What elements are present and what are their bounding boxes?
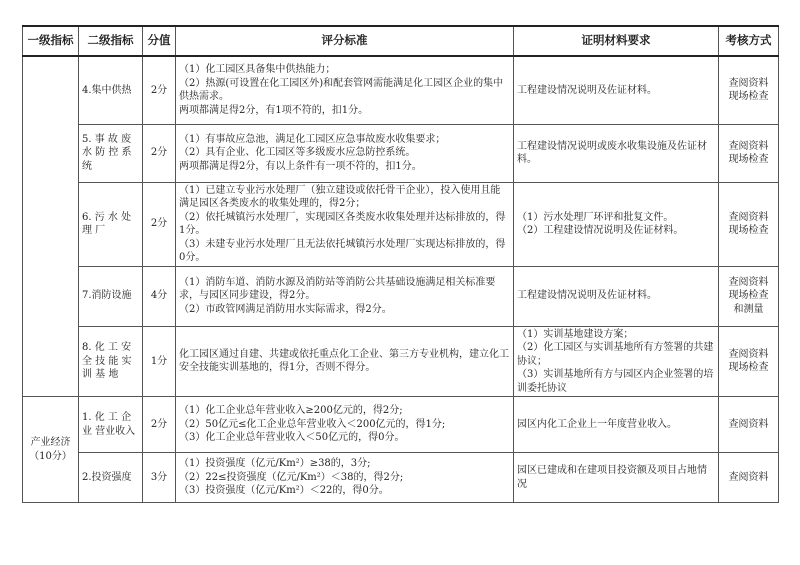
score-cell	[143, 56, 176, 124]
criteria-line: （2）22≤投资强度（亿元/Km²）＜38的，得2分;	[179, 471, 404, 483]
second-level-cell	[79, 124, 143, 182]
method-line: 查阅资料	[728, 140, 769, 152]
proof-cell	[514, 266, 719, 326]
second-level-indicator: 7.消防设施	[82, 290, 132, 302]
second-level-cell	[79, 182, 143, 266]
header-method: 考核方式	[719, 26, 779, 56]
criteria-line: （1）化工园区具备集中供热能力；	[179, 64, 336, 76]
criteria-line: （3）未建专业污水处理厂且无法依托城镇污水处理厂实现达标排放的，得0分。	[179, 238, 506, 263]
score-cell	[143, 326, 176, 397]
method-cell	[719, 453, 779, 503]
method-line: 现场检查	[728, 225, 769, 236]
criteria-line: （1）投资强度（亿元/Km²）≥38的，3分;	[179, 458, 371, 470]
table-body	[23, 56, 779, 503]
method-cell	[719, 124, 779, 182]
second-level-cell	[79, 326, 143, 397]
criteria-cell	[176, 397, 514, 453]
method-line: 查阅资料	[728, 418, 769, 430]
score-cell	[143, 124, 176, 182]
proof-cell	[514, 397, 719, 453]
header-first-level: 一级指标	[23, 26, 79, 56]
criteria-cell	[176, 56, 514, 124]
table-row	[23, 56, 779, 124]
header-second-level: 二级指标	[79, 26, 143, 56]
score-value: 2分	[150, 84, 168, 96]
method-line: 现场检查	[728, 290, 769, 302]
criteria-cell	[176, 182, 514, 266]
proof-line: （1）实训基地建设方案；	[517, 328, 634, 340]
score-value: 2分	[150, 218, 168, 230]
method-line: 现场检查	[728, 91, 769, 103]
second-level-indicator: 1. 化 工 企 业 营业收入	[82, 412, 136, 437]
proof-cell	[514, 453, 719, 503]
method-cell	[719, 56, 779, 124]
score-cell	[143, 453, 176, 503]
table-header	[23, 26, 779, 56]
header-score: 分值	[143, 26, 176, 56]
criteria-line: 两项都满足得2分，有以上条件有一项不符的，扣1分。	[179, 160, 422, 172]
method-line: 和测量	[733, 303, 764, 315]
proof-cell	[514, 326, 719, 397]
method-cell	[719, 326, 779, 397]
proof-line: 工程建设情况说明或废水收集设施及佐证材料。	[517, 140, 707, 165]
proof-line: 工程建设情况说明及佐证材料。	[517, 290, 657, 302]
second-level-cell	[79, 453, 143, 503]
header-proof: 证明材料要求	[514, 26, 719, 56]
method-cell	[719, 182, 779, 266]
criteria-line: （2）市政管网满足消防用水实际需求，得2分。	[179, 303, 392, 315]
criteria-line: （2）具有企业、化工园区等多级废水应急防控系统。	[179, 147, 416, 159]
criteria-cell	[176, 453, 514, 503]
proof-line: 工程建设情况说明及佐证材料。	[517, 84, 657, 96]
criteria-cell	[176, 266, 514, 326]
proof-line: 园区内化工企业上一年度营业收入。	[517, 418, 677, 430]
table-row	[23, 182, 779, 266]
method-line: 查阅资料	[728, 211, 769, 223]
header-criteria: 评分标准	[176, 26, 514, 56]
method-line: 查阅资料	[728, 348, 769, 360]
score-cell	[143, 266, 176, 326]
proof-line: 园区已建成和在建项目投资额及项目占地情况	[517, 465, 707, 490]
criteria-line: （1）化工企业总年营业收入≥200亿元的，得2分;	[179, 405, 403, 417]
criteria-line: （3）投资强度（亿元/Km²）＜22的，得0分。	[179, 485, 389, 497]
first-level-cell	[23, 397, 79, 503]
criteria-line: （1）已建立专业污水处理厂（独立建设或依托骨干企业），投入使用且能满足园区各类废水的收集处理的，得2分；	[179, 184, 501, 209]
second-level-cell	[79, 397, 143, 453]
method-cell	[719, 397, 779, 453]
score-cell	[143, 182, 176, 266]
criteria-line: 两项都满足得2分，有1项不符的，扣1分。	[179, 104, 369, 116]
second-level-cell	[79, 266, 143, 326]
method-line: 查阅资料	[728, 471, 769, 483]
second-level-indicator: 2.投资强度	[82, 471, 132, 483]
header-row	[23, 26, 779, 56]
criteria-line: （1）有事故应急池，满足化工园区应急事故废水收集要求；	[179, 133, 446, 145]
method-line: 查阅资料	[728, 276, 769, 288]
proof-cell	[514, 124, 719, 182]
method-cell	[719, 266, 779, 326]
score-value: 2分	[150, 147, 168, 159]
score-value: 3分	[150, 471, 168, 483]
criteria-line: （1）消防车道、消防水源及消防站等消防公共基础设施满足相关标准要求，与园区同步建设，得2分。	[179, 276, 496, 302]
table-row	[23, 124, 779, 182]
proof-line: （2）工程建设情况说明及佐证材料。	[517, 225, 684, 236]
second-level-cell	[79, 56, 143, 124]
second-level-indicator: 5. 事 故 废 水 防 控 系 统	[82, 133, 132, 172]
criteria-line: （2）依托城镇污水处理厂，实现园区各类废水收集处理并达标排放的，得1分。	[179, 211, 506, 236]
method-line: 现场检查	[728, 362, 769, 374]
proof-cell	[514, 56, 719, 124]
criteria-cell	[176, 326, 514, 397]
criteria-cell	[176, 124, 514, 182]
second-level-indicator: 4.集中供热	[82, 84, 132, 96]
table-row	[23, 326, 779, 397]
criteria-line: （3）化工企业总年营业收入＜50亿元的，得0分。	[179, 432, 405, 444]
proof-cell	[514, 182, 719, 266]
proof-line: （1）污水处理厂环评和批复文件。	[517, 211, 674, 223]
proof-line: （3）实训基地所有方与园区内企业签署的培训委托协议	[517, 369, 714, 394]
criteria-line: （2）热源(可设置在化工园区外)和配套管网需能满足化工园区企业的集中供热需求。	[179, 77, 504, 103]
first-level-label: 产业经济（10分）	[29, 437, 72, 462]
first-level-cell	[23, 56, 79, 397]
criteria-line: （2）50亿元≤化工企业总年营业收入＜200亿元的，得1分;	[179, 418, 446, 430]
scoring-table	[22, 25, 779, 503]
table-row	[23, 453, 779, 503]
proof-line: （2）化工园区与实训基地所有方签署的共建协议；	[517, 342, 714, 367]
table-row	[23, 266, 779, 326]
second-level-indicator: 8. 化 工 安 全 技 能 实 训 基 地	[82, 342, 132, 380]
method-line: 现场检查	[728, 154, 769, 165]
second-level-indicator: 6. 污 水 处 理 厂	[82, 211, 132, 236]
score-value: 2分	[150, 418, 168, 430]
score-value: 4分	[150, 290, 168, 302]
criteria-line: 化工园区通过自建、共建或依托重点化工企业、第三方专业机构，建立化工安全技能实训基地的，得1分，否则不得分。	[179, 348, 509, 374]
score-value: 1分	[150, 355, 168, 367]
method-line: 查阅资料	[728, 77, 769, 89]
table-row	[23, 397, 779, 453]
score-cell	[143, 397, 176, 453]
